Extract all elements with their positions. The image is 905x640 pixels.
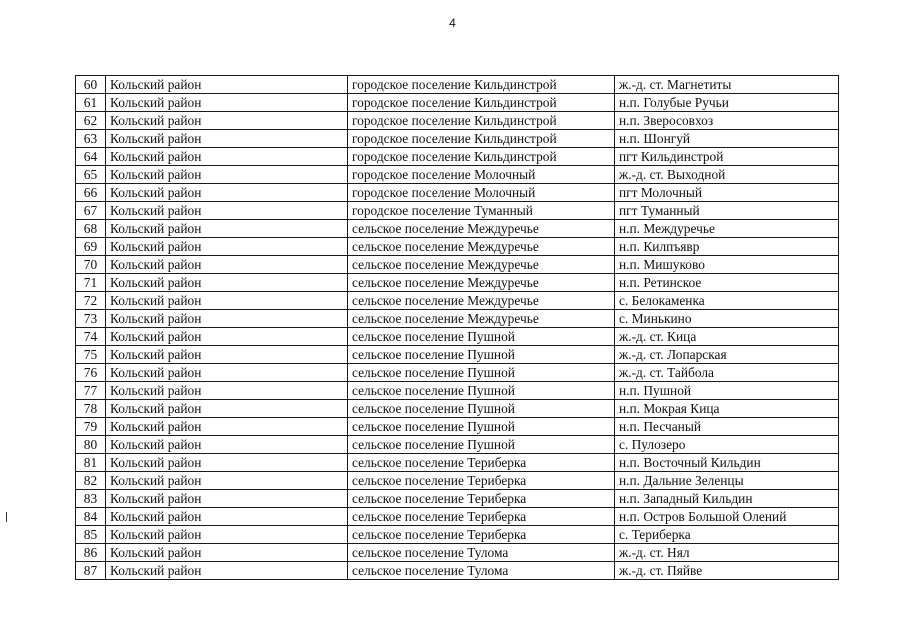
row-number-cell: 60 [76, 76, 106, 94]
district-cell: Кольский район [106, 382, 348, 400]
table-row [76, 112, 839, 130]
settlement-cell: сельское поселение Териберка [348, 454, 615, 472]
settlement-cell: городское поселение Молочный [348, 184, 615, 202]
district-cell: Кольский район [106, 544, 348, 562]
table-row [76, 238, 839, 256]
table-row [76, 364, 839, 382]
district-cell: Кольский район [106, 328, 348, 346]
table-row [76, 436, 839, 454]
settlement-cell: сельское поселение Пушной [348, 346, 615, 364]
locality-cell: с. Териберка [615, 526, 839, 544]
district-cell: Кольский район [106, 472, 348, 490]
settlement-cell: городское поселение Туманный [348, 202, 615, 220]
table-row [76, 274, 839, 292]
locality-cell: с. Минькино [615, 310, 839, 328]
settlement-cell: городское поселение Кильдинстрой [348, 112, 615, 130]
locality-cell: ж.-д. ст. Кица [615, 328, 839, 346]
locality-cell: с. Пулозеро [615, 436, 839, 454]
district-cell: Кольский район [106, 76, 348, 94]
row-number-cell: 64 [76, 148, 106, 166]
district-cell: Кольский район [106, 184, 348, 202]
table-row [76, 166, 839, 184]
row-number-cell: 68 [76, 220, 106, 238]
locality-cell: пгт Туманный [615, 202, 839, 220]
row-number-cell: 86 [76, 544, 106, 562]
table-row [76, 418, 839, 436]
locality-cell: н.п. Голубые Ручьи [615, 94, 839, 112]
row-number-cell: 82 [76, 472, 106, 490]
row-number-cell: 84 [76, 508, 106, 526]
table-row [76, 256, 839, 274]
settlement-cell: сельское поселение Териберка [348, 472, 615, 490]
locality-cell: ж.-д. ст. Выходной [615, 166, 839, 184]
settlement-cell: городское поселение Кильдинстрой [348, 76, 615, 94]
row-number-cell: 77 [76, 382, 106, 400]
table-row [76, 346, 839, 364]
localities-table [75, 75, 839, 580]
settlement-cell: сельское поселение Тулома [348, 562, 615, 580]
district-cell: Кольский район [106, 310, 348, 328]
row-number-cell: 66 [76, 184, 106, 202]
row-number-cell: 63 [76, 130, 106, 148]
settlement-cell: городское поселение Кильдинстрой [348, 130, 615, 148]
district-cell: Кольский район [106, 526, 348, 544]
row-number-cell: 79 [76, 418, 106, 436]
page-number: 4 [449, 16, 456, 30]
settlement-cell: городское поселение Кильдинстрой [348, 148, 615, 166]
settlement-cell: сельское поселение Пушной [348, 418, 615, 436]
row-number-cell: 62 [76, 112, 106, 130]
row-number-cell: 71 [76, 274, 106, 292]
settlement-cell: сельское поселение Пушной [348, 382, 615, 400]
district-cell: Кольский район [106, 292, 348, 310]
table-row [76, 382, 839, 400]
row-number-cell: 61 [76, 94, 106, 112]
row-number-cell: 87 [76, 562, 106, 580]
district-cell: Кольский район [106, 94, 348, 112]
district-cell: Кольский район [106, 238, 348, 256]
table-row [76, 292, 839, 310]
district-cell: Кольский район [106, 490, 348, 508]
table-row [76, 94, 839, 112]
locality-cell: н.п. Остров Большой Олений [615, 508, 839, 526]
settlement-cell: сельское поселение Междуречье [348, 238, 615, 256]
settlement-cell: сельское поселение Териберка [348, 508, 615, 526]
table-row [76, 400, 839, 418]
locality-cell: ж.-д. ст. Пяйве [615, 562, 839, 580]
settlement-cell: сельское поселение Междуречье [348, 220, 615, 238]
table-row [76, 184, 839, 202]
settlement-cell: городское поселение Молочный [348, 166, 615, 184]
row-number-cell: 70 [76, 256, 106, 274]
district-cell: Кольский район [106, 508, 348, 526]
settlement-cell: сельское поселение Териберка [348, 526, 615, 544]
row-number-cell: 72 [76, 292, 106, 310]
district-cell: Кольский район [106, 346, 348, 364]
row-number-cell: 80 [76, 436, 106, 454]
table-row [76, 130, 839, 148]
locality-cell: н.п. Междуречье [615, 220, 839, 238]
row-number-cell: 69 [76, 238, 106, 256]
table-row [76, 148, 839, 166]
table-row [76, 490, 839, 508]
row-number-cell: 83 [76, 490, 106, 508]
locality-cell: н.п. Мишуково [615, 256, 839, 274]
locality-cell: с. Белокаменка [615, 292, 839, 310]
table-body [76, 76, 839, 580]
district-cell: Кольский район [106, 418, 348, 436]
row-number-cell: 65 [76, 166, 106, 184]
locality-cell: н.п. Ретинское [615, 274, 839, 292]
row-number-cell: 85 [76, 526, 106, 544]
district-cell: Кольский район [106, 220, 348, 238]
locality-cell: ж.-д. ст. Магнетиты [615, 76, 839, 94]
settlement-cell: сельское поселение Междуречье [348, 310, 615, 328]
table-row [76, 544, 839, 562]
locality-cell: н.п. Килпъявр [615, 238, 839, 256]
district-cell: Кольский район [106, 274, 348, 292]
row-number-cell: 78 [76, 400, 106, 418]
district-cell: Кольский район [106, 202, 348, 220]
settlement-cell: сельское поселение Пушной [348, 328, 615, 346]
locality-cell: н.п. Восточный Кильдин [615, 454, 839, 472]
table-row [76, 220, 839, 238]
settlement-cell: сельское поселение Пушной [348, 400, 615, 418]
table-row [76, 472, 839, 490]
table-row [76, 202, 839, 220]
settlement-cell: сельское поселение Пушной [348, 436, 615, 454]
locality-cell: н.п. Песчаный [615, 418, 839, 436]
table-row [76, 310, 839, 328]
district-cell: Кольский район [106, 166, 348, 184]
row-number-cell: 81 [76, 454, 106, 472]
locality-cell: н.п. Шонгуй [615, 130, 839, 148]
settlement-cell: сельское поселение Пушной [348, 364, 615, 382]
locality-cell: н.п. Дальние Зеленцы [615, 472, 839, 490]
district-cell: Кольский район [106, 454, 348, 472]
table-row [76, 76, 839, 94]
locality-cell: ж.-д. ст. Тайбола [615, 364, 839, 382]
district-cell: Кольский район [106, 256, 348, 274]
settlement-cell: сельское поселение Междуречье [348, 274, 615, 292]
margin-mark [6, 512, 7, 522]
row-number-cell: 75 [76, 346, 106, 364]
table-row [76, 328, 839, 346]
row-number-cell: 76 [76, 364, 106, 382]
district-cell: Кольский район [106, 562, 348, 580]
locality-cell: н.п. Пушной [615, 382, 839, 400]
district-cell: Кольский район [106, 148, 348, 166]
district-cell: Кольский район [106, 112, 348, 130]
district-cell: Кольский район [106, 364, 348, 382]
settlement-cell: сельское поселение Междуречье [348, 292, 615, 310]
table-row [76, 454, 839, 472]
locality-cell: пгт Кильдинстрой [615, 148, 839, 166]
settlement-cell: сельское поселение Териберка [348, 490, 615, 508]
table-row [76, 562, 839, 580]
row-number-cell: 73 [76, 310, 106, 328]
locality-cell: ж.-д. ст. Лопарская [615, 346, 839, 364]
district-cell: Кольский район [106, 130, 348, 148]
settlement-cell: сельское поселение Междуречье [348, 256, 615, 274]
row-number-cell: 74 [76, 328, 106, 346]
district-cell: Кольский район [106, 400, 348, 418]
locality-cell: пгт Молочный [615, 184, 839, 202]
locality-cell: н.п. Западный Кильдин [615, 490, 839, 508]
settlement-cell: сельское поселение Тулома [348, 544, 615, 562]
locality-cell: н.п. Мокрая Кица [615, 400, 839, 418]
table-row [76, 526, 839, 544]
settlement-cell: городское поселение Кильдинстрой [348, 94, 615, 112]
locality-cell: н.п. Зверосовхоз [615, 112, 839, 130]
locality-cell: ж.-д. ст. Нял [615, 544, 839, 562]
table-row [76, 508, 839, 526]
district-cell: Кольский район [106, 436, 348, 454]
row-number-cell: 67 [76, 202, 106, 220]
